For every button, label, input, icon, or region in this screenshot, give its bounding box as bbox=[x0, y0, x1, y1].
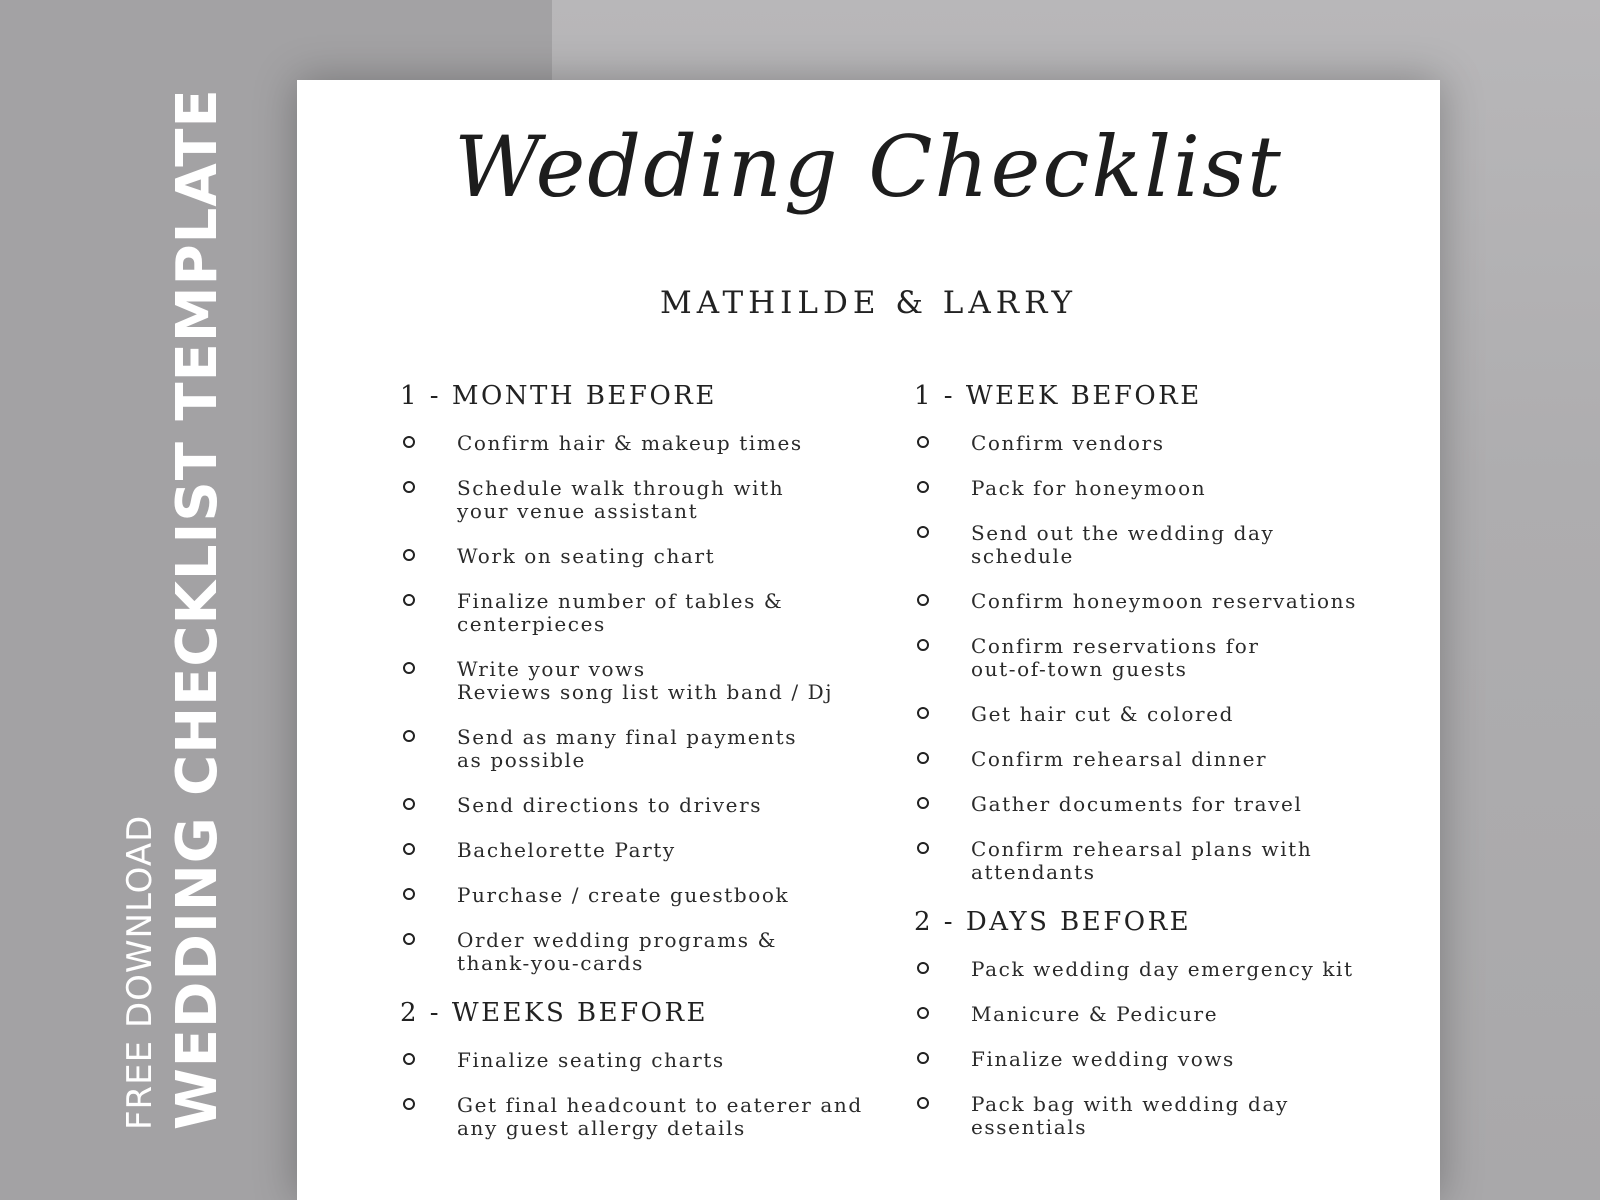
checklist-item bbox=[914, 748, 1384, 771]
checklist-item bbox=[400, 545, 870, 568]
checkbox-circle-icon[interactable] bbox=[403, 1053, 415, 1065]
checklist-item bbox=[914, 635, 1384, 681]
checklist-item-label: Purchase / create guestbook bbox=[457, 883, 790, 907]
checklist-item-label: Manicure & Pedicure bbox=[971, 1002, 1219, 1026]
checklist-item-label: Write your vows Reviews song list with band / Dj bbox=[457, 657, 834, 704]
checkbox-circle-icon[interactable] bbox=[917, 481, 929, 493]
checklist-item bbox=[914, 432, 1384, 455]
checklist-item bbox=[400, 726, 870, 772]
checklist-item-label: Finalize number of tables & centerpieces bbox=[457, 589, 784, 636]
checklist-item bbox=[914, 590, 1384, 613]
checklist-item bbox=[914, 793, 1384, 816]
checkbox-circle-icon[interactable] bbox=[917, 526, 929, 538]
checklist-item bbox=[400, 477, 870, 523]
checkbox-circle-icon[interactable] bbox=[403, 1098, 415, 1110]
checklist-item bbox=[400, 929, 870, 975]
checklist-item-label: Send directions to drivers bbox=[457, 793, 763, 817]
checkbox-circle-icon[interactable] bbox=[917, 1052, 929, 1064]
checkbox-circle-icon[interactable] bbox=[917, 1007, 929, 1019]
checklist-item bbox=[914, 1048, 1384, 1071]
checklist-item-label: Schedule walk through with your venue assistant bbox=[457, 476, 785, 523]
checklist-item-label: Confirm honeymoon reservations bbox=[971, 589, 1358, 613]
side-banner bbox=[120, 88, 230, 1130]
checklist-item-label: Confirm vendors bbox=[971, 431, 1165, 455]
checkbox-circle-icon[interactable] bbox=[403, 798, 415, 810]
section-title: 1 - WEEK BEFORE bbox=[914, 381, 1202, 411]
section-month-before bbox=[400, 380, 870, 975]
checkbox-circle-icon[interactable] bbox=[917, 707, 929, 719]
checklist-item-label: Bachelorette Party bbox=[457, 838, 676, 862]
checkbox-circle-icon[interactable] bbox=[403, 888, 415, 900]
checklist-item bbox=[914, 1003, 1384, 1026]
left-column bbox=[400, 380, 870, 1162]
checklist-item bbox=[914, 703, 1384, 726]
checkbox-circle-icon[interactable] bbox=[917, 797, 929, 809]
checkbox-circle-icon[interactable] bbox=[403, 843, 415, 855]
checkbox-circle-icon[interactable] bbox=[403, 549, 415, 561]
checklist-item-label: Confirm reservations for out-of-town guests bbox=[971, 634, 1260, 681]
checklist-item-label: Order wedding programs & thank-you-cards bbox=[457, 928, 777, 975]
checklist-item bbox=[400, 432, 870, 455]
section-title: 1 - MONTH BEFORE bbox=[400, 381, 717, 411]
checklist-item bbox=[914, 1093, 1384, 1139]
checklist-item-label: Get hair cut & colored bbox=[971, 702, 1235, 726]
section-weeks-before bbox=[400, 997, 870, 1140]
checklist-item-label: Work on seating chart bbox=[457, 544, 716, 568]
checklist-item-label: Finalize wedding vows bbox=[971, 1047, 1235, 1071]
checklist-item bbox=[914, 477, 1384, 500]
checklist-item-label: Get final headcount to eaterer and any guest allergy details bbox=[457, 1093, 863, 1140]
checklist-item-label: Confirm rehearsal dinner bbox=[971, 747, 1268, 771]
checkbox-circle-icon[interactable] bbox=[917, 639, 929, 651]
checkbox-circle-icon[interactable] bbox=[917, 594, 929, 606]
checkbox-circle-icon[interactable] bbox=[403, 933, 415, 945]
checklist bbox=[400, 1049, 870, 1140]
section-title: 2 - WEEKS BEFORE bbox=[400, 998, 709, 1028]
right-column bbox=[914, 380, 1384, 1161]
checklist-item bbox=[400, 1049, 870, 1072]
checkbox-circle-icon[interactable] bbox=[917, 436, 929, 448]
document-title: Wedding Checklist bbox=[454, 118, 1283, 216]
checklist bbox=[400, 432, 870, 975]
checklist-item-label: Finalize seating charts bbox=[457, 1048, 725, 1072]
checkbox-circle-icon[interactable] bbox=[917, 752, 929, 764]
checklist bbox=[914, 958, 1384, 1139]
section-title: 2 - DAYS BEFORE bbox=[914, 907, 1192, 937]
checklist-item bbox=[914, 838, 1384, 884]
checkbox-circle-icon[interactable] bbox=[917, 962, 929, 974]
checklist-item bbox=[400, 590, 870, 636]
template-title: WEDDING CHECKLIST TEMPLATE bbox=[165, 88, 230, 1130]
checkbox-circle-icon[interactable] bbox=[403, 481, 415, 493]
checklist-item-label: Gather documents for travel bbox=[971, 792, 1303, 816]
checklist-item-label: Pack wedding day emergency kit bbox=[971, 957, 1354, 981]
checklist bbox=[914, 432, 1384, 884]
checkbox-circle-icon[interactable] bbox=[403, 594, 415, 606]
section-week-before bbox=[914, 380, 1384, 884]
checklist-page bbox=[297, 80, 1440, 1200]
checklist-item-label: Send out the wedding day schedule bbox=[971, 521, 1275, 568]
checklist-item bbox=[400, 1094, 870, 1140]
checklist-item-label: Send as many final payments as possible bbox=[457, 725, 798, 772]
checklist-item-label: Pack bag with wedding day essentials bbox=[971, 1092, 1289, 1139]
checklist-item bbox=[400, 658, 870, 704]
checklist-item bbox=[914, 958, 1384, 981]
free-download-label: FREE DOWNLOAD bbox=[120, 814, 160, 1130]
checklist-item bbox=[400, 839, 870, 862]
checkbox-circle-icon[interactable] bbox=[403, 662, 415, 674]
checklist-item bbox=[400, 884, 870, 907]
section-days-before bbox=[914, 906, 1384, 1139]
checkbox-circle-icon[interactable] bbox=[403, 730, 415, 742]
checklist-item bbox=[400, 794, 870, 817]
checklist-item-label: Confirm rehearsal plans with attendants bbox=[971, 837, 1313, 884]
checklist-item-label: Pack for honeymoon bbox=[971, 476, 1207, 500]
checklist-item-label: Confirm hair & makeup times bbox=[457, 431, 803, 455]
checkbox-circle-icon[interactable] bbox=[403, 436, 415, 448]
checkbox-circle-icon[interactable] bbox=[917, 1097, 929, 1109]
checklist-item bbox=[914, 522, 1384, 568]
checkbox-circle-icon[interactable] bbox=[917, 842, 929, 854]
couple-names: MATHILDE & LARRY bbox=[660, 285, 1077, 321]
